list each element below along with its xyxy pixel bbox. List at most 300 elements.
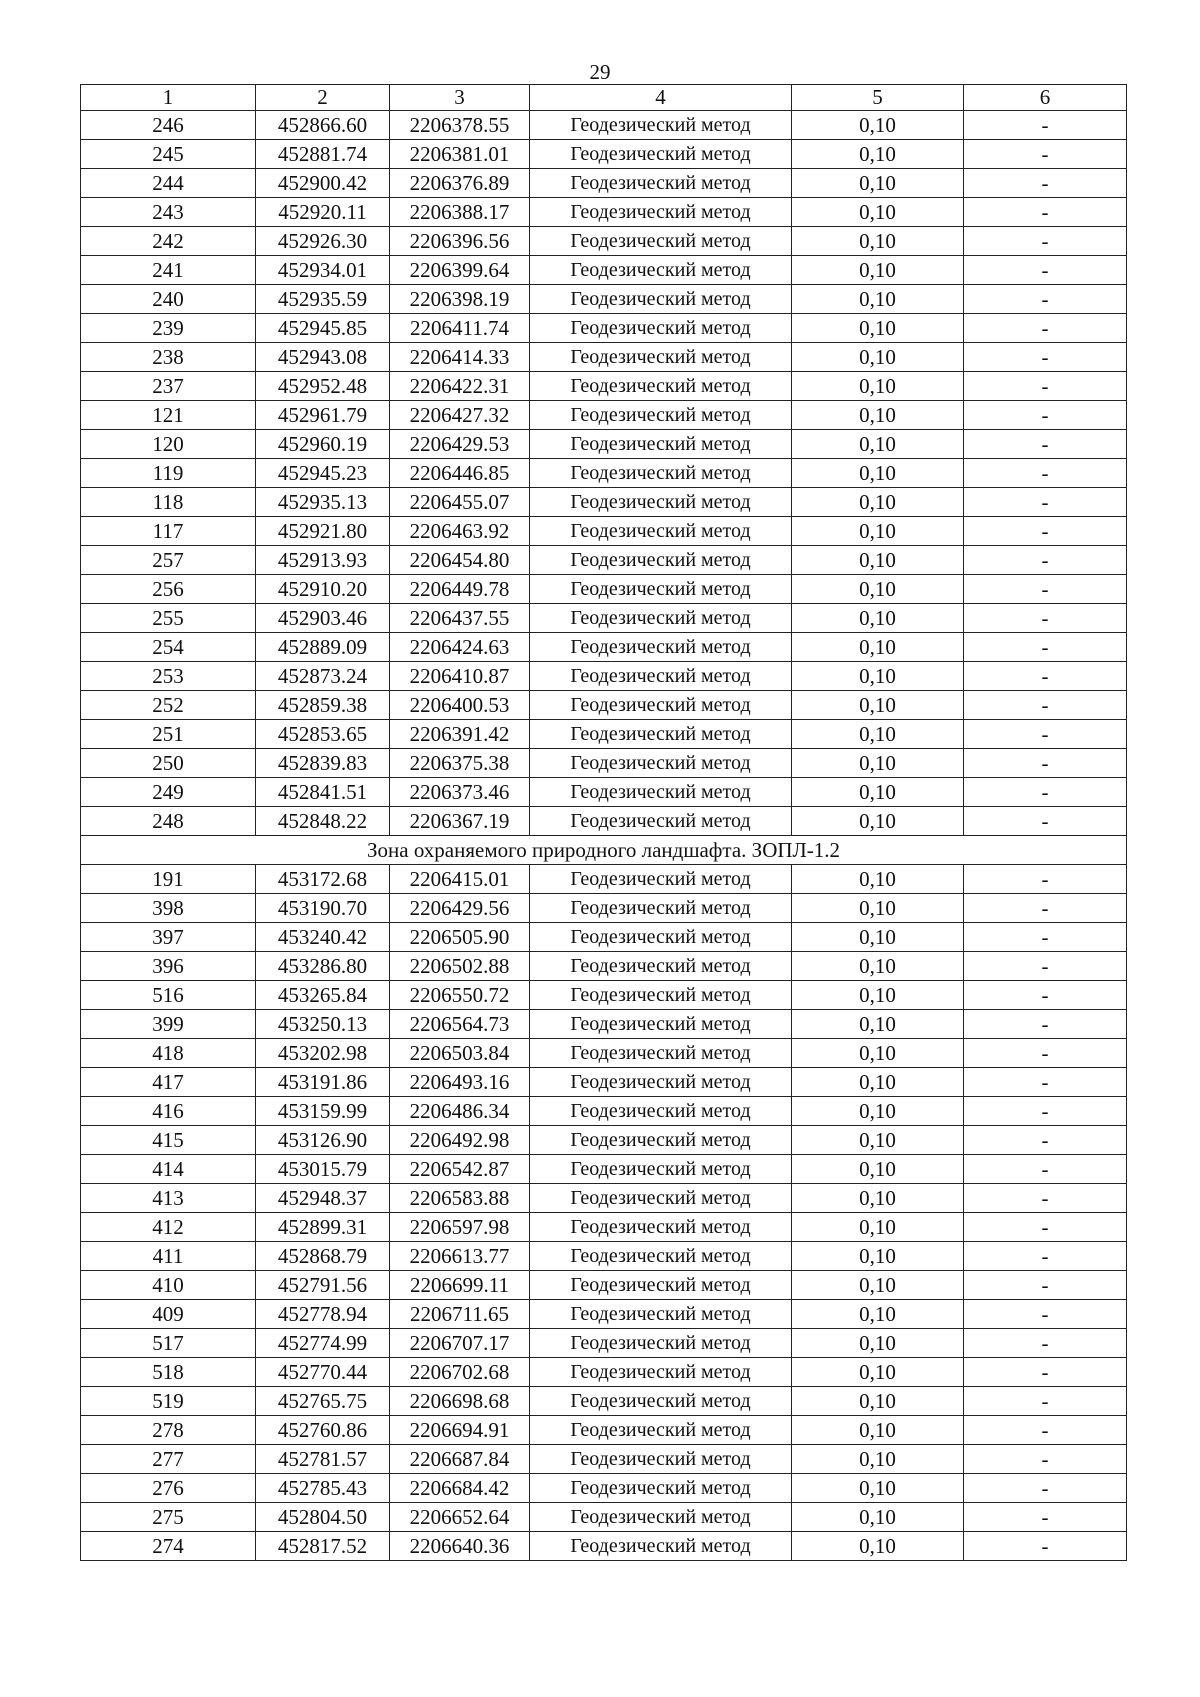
table-row: [81, 1068, 1127, 1097]
accuracy-cell: 0,10: [792, 720, 964, 749]
note-cell: -: [964, 459, 1127, 488]
note-cell: -: [964, 285, 1127, 314]
table-row: [81, 923, 1127, 952]
y-coordinate-cell: 2206398.19: [390, 285, 530, 314]
note-cell: -: [964, 111, 1127, 140]
accuracy-cell: 0,10: [792, 952, 964, 981]
table-row: [81, 1532, 1127, 1561]
point-number-cell: 398: [81, 894, 256, 923]
accuracy-cell: 0,10: [792, 1445, 964, 1474]
accuracy-cell: 0,10: [792, 1358, 964, 1387]
table-row: [81, 1010, 1127, 1039]
accuracy-cell: 0,10: [792, 1387, 964, 1416]
y-coordinate-cell: 2206463.92: [390, 517, 530, 546]
x-coordinate-cell: 453240.42: [256, 923, 390, 952]
note-cell: -: [964, 1184, 1127, 1213]
y-coordinate-cell: 2206381.01: [390, 140, 530, 169]
method-cell: Геодезический метод: [530, 981, 792, 1010]
note-cell: -: [964, 256, 1127, 285]
column-header: 5: [792, 85, 964, 111]
method-cell: Геодезический метод: [530, 256, 792, 285]
y-coordinate-cell: 2206550.72: [390, 981, 530, 1010]
y-coordinate-cell: 2206429.56: [390, 894, 530, 923]
point-number-cell: 413: [81, 1184, 256, 1213]
accuracy-cell: 0,10: [792, 1242, 964, 1271]
note-cell: -: [964, 343, 1127, 372]
point-number-cell: 256: [81, 575, 256, 604]
note-cell: -: [964, 227, 1127, 256]
point-number-cell: 243: [81, 198, 256, 227]
note-cell: -: [964, 894, 1127, 923]
y-coordinate-cell: 2206446.85: [390, 459, 530, 488]
x-coordinate-cell: 452943.08: [256, 343, 390, 372]
note-cell: -: [964, 1358, 1127, 1387]
table-row: [81, 662, 1127, 691]
point-number-cell: 519: [81, 1387, 256, 1416]
y-coordinate-cell: 2206684.42: [390, 1474, 530, 1503]
column-header: 1: [81, 85, 256, 111]
y-coordinate-cell: 2206399.64: [390, 256, 530, 285]
y-coordinate-cell: 2206640.36: [390, 1532, 530, 1561]
table-row: [81, 1416, 1127, 1445]
coordinates-table-wrapper: [80, 84, 1126, 1561]
method-cell: Геодезический метод: [530, 1271, 792, 1300]
method-cell: Геодезический метод: [530, 140, 792, 169]
method-cell: Геодезический метод: [530, 778, 792, 807]
note-cell: -: [964, 1329, 1127, 1358]
method-cell: Геодезический метод: [530, 575, 792, 604]
note-cell: -: [964, 1155, 1127, 1184]
table-row: [81, 227, 1127, 256]
point-number-cell: 277: [81, 1445, 256, 1474]
accuracy-cell: 0,10: [792, 807, 964, 836]
point-number-cell: 249: [81, 778, 256, 807]
x-coordinate-cell: 453172.68: [256, 865, 390, 894]
table-row: [81, 1097, 1127, 1126]
x-coordinate-cell: 453015.79: [256, 1155, 390, 1184]
y-coordinate-cell: 2206505.90: [390, 923, 530, 952]
note-cell: -: [964, 604, 1127, 633]
y-coordinate-cell: 2206583.88: [390, 1184, 530, 1213]
table-row: [81, 459, 1127, 488]
point-number-cell: 274: [81, 1532, 256, 1561]
method-cell: Геодезический метод: [530, 720, 792, 749]
accuracy-cell: 0,10: [792, 314, 964, 343]
y-coordinate-cell: 2206437.55: [390, 604, 530, 633]
y-coordinate-cell: 2206694.91: [390, 1416, 530, 1445]
method-cell: Геодезический метод: [530, 285, 792, 314]
x-coordinate-cell: 452785.43: [256, 1474, 390, 1503]
note-cell: -: [964, 1532, 1127, 1561]
point-number-cell: 518: [81, 1358, 256, 1387]
accuracy-cell: 0,10: [792, 430, 964, 459]
y-coordinate-cell: 2206411.74: [390, 314, 530, 343]
table-row: [81, 546, 1127, 575]
method-cell: Геодезический метод: [530, 169, 792, 198]
table-row: [81, 169, 1127, 198]
table-row: [81, 1271, 1127, 1300]
accuracy-cell: 0,10: [792, 691, 964, 720]
table-body: [81, 85, 1127, 1561]
accuracy-cell: 0,10: [792, 372, 964, 401]
column-header: 6: [964, 85, 1127, 111]
note-cell: -: [964, 749, 1127, 778]
method-cell: Геодезический метод: [530, 430, 792, 459]
method-cell: Геодезический метод: [530, 1155, 792, 1184]
note-cell: -: [964, 952, 1127, 981]
y-coordinate-cell: 2206424.63: [390, 633, 530, 662]
method-cell: Геодезический метод: [530, 314, 792, 343]
point-number-cell: 238: [81, 343, 256, 372]
accuracy-cell: 0,10: [792, 1126, 964, 1155]
x-coordinate-cell: 452961.79: [256, 401, 390, 430]
x-coordinate-cell: 452817.52: [256, 1532, 390, 1561]
accuracy-cell: 0,10: [792, 1097, 964, 1126]
x-coordinate-cell: 452848.22: [256, 807, 390, 836]
accuracy-cell: 0,10: [792, 198, 964, 227]
table-row: [81, 633, 1127, 662]
accuracy-cell: 0,10: [792, 256, 964, 285]
note-cell: -: [964, 1242, 1127, 1271]
table-row: [81, 604, 1127, 633]
x-coordinate-cell: 452889.09: [256, 633, 390, 662]
y-coordinate-cell: 2206410.87: [390, 662, 530, 691]
accuracy-cell: 0,10: [792, 488, 964, 517]
table-row: [81, 1329, 1127, 1358]
note-cell: -: [964, 1445, 1127, 1474]
point-number-cell: 396: [81, 952, 256, 981]
point-number-cell: 252: [81, 691, 256, 720]
x-coordinate-cell: 452781.57: [256, 1445, 390, 1474]
accuracy-cell: 0,10: [792, 662, 964, 691]
point-number-cell: 416: [81, 1097, 256, 1126]
note-cell: -: [964, 1271, 1127, 1300]
y-coordinate-cell: 2206427.32: [390, 401, 530, 430]
table-row: [81, 894, 1127, 923]
accuracy-cell: 0,10: [792, 778, 964, 807]
method-cell: Геодезический метод: [530, 401, 792, 430]
table-row: [81, 720, 1127, 749]
point-number-cell: 275: [81, 1503, 256, 1532]
table-row: [81, 198, 1127, 227]
point-number-cell: 254: [81, 633, 256, 662]
point-number-cell: 121: [81, 401, 256, 430]
point-number-cell: 253: [81, 662, 256, 691]
accuracy-cell: 0,10: [792, 517, 964, 546]
table-row: [81, 372, 1127, 401]
point-number-cell: 120: [81, 430, 256, 459]
point-number-cell: 117: [81, 517, 256, 546]
x-coordinate-cell: 452900.42: [256, 169, 390, 198]
table-row: [81, 256, 1127, 285]
point-number-cell: 257: [81, 546, 256, 575]
x-coordinate-cell: 452778.94: [256, 1300, 390, 1329]
method-cell: Геодезический метод: [530, 1126, 792, 1155]
table-row: [81, 1300, 1127, 1329]
accuracy-cell: 0,10: [792, 1503, 964, 1532]
y-coordinate-cell: 2206486.34: [390, 1097, 530, 1126]
table-row: [81, 981, 1127, 1010]
x-coordinate-cell: 452760.86: [256, 1416, 390, 1445]
x-coordinate-cell: 452839.83: [256, 749, 390, 778]
x-coordinate-cell: 453159.99: [256, 1097, 390, 1126]
point-number-cell: 516: [81, 981, 256, 1010]
note-cell: -: [964, 169, 1127, 198]
y-coordinate-cell: 2206652.64: [390, 1503, 530, 1532]
accuracy-cell: 0,10: [792, 749, 964, 778]
point-number-cell: 276: [81, 1474, 256, 1503]
x-coordinate-cell: 452841.51: [256, 778, 390, 807]
method-cell: Геодезический метод: [530, 952, 792, 981]
note-cell: -: [964, 517, 1127, 546]
x-coordinate-cell: 453265.84: [256, 981, 390, 1010]
y-coordinate-cell: 2206414.33: [390, 343, 530, 372]
method-cell: Геодезический метод: [530, 1010, 792, 1039]
table-row: [81, 343, 1127, 372]
x-coordinate-cell: 452921.80: [256, 517, 390, 546]
x-coordinate-cell: 452935.13: [256, 488, 390, 517]
column-header: 4: [530, 85, 792, 111]
method-cell: Геодезический метод: [530, 1068, 792, 1097]
method-cell: Геодезический метод: [530, 604, 792, 633]
note-cell: -: [964, 807, 1127, 836]
y-coordinate-cell: 2206449.78: [390, 575, 530, 604]
point-number-cell: 414: [81, 1155, 256, 1184]
point-number-cell: 251: [81, 720, 256, 749]
point-number-cell: 241: [81, 256, 256, 285]
method-cell: Геодезический метод: [530, 517, 792, 546]
accuracy-cell: 0,10: [792, 604, 964, 633]
method-cell: Геодезический метод: [530, 923, 792, 952]
note-cell: -: [964, 430, 1127, 459]
y-coordinate-cell: 2206422.31: [390, 372, 530, 401]
accuracy-cell: 0,10: [792, 1039, 964, 1068]
point-number-cell: 409: [81, 1300, 256, 1329]
accuracy-cell: 0,10: [792, 575, 964, 604]
y-coordinate-cell: 2206455.07: [390, 488, 530, 517]
method-cell: Геодезический метод: [530, 1358, 792, 1387]
accuracy-cell: 0,10: [792, 140, 964, 169]
method-cell: Геодезический метод: [530, 546, 792, 575]
method-cell: Геодезический метод: [530, 865, 792, 894]
table-row: [81, 1184, 1127, 1213]
point-number-cell: 411: [81, 1242, 256, 1271]
note-cell: -: [964, 981, 1127, 1010]
note-cell: -: [964, 488, 1127, 517]
x-coordinate-cell: 453190.70: [256, 894, 390, 923]
y-coordinate-cell: 2206375.38: [390, 749, 530, 778]
table-row: [81, 1242, 1127, 1271]
y-coordinate-cell: 2206613.77: [390, 1242, 530, 1271]
method-cell: Геодезический метод: [530, 1532, 792, 1561]
method-cell: Геодезический метод: [530, 807, 792, 836]
x-coordinate-cell: 453191.86: [256, 1068, 390, 1097]
y-coordinate-cell: 2206493.16: [390, 1068, 530, 1097]
point-number-cell: 417: [81, 1068, 256, 1097]
note-cell: -: [964, 314, 1127, 343]
x-coordinate-cell: 452960.19: [256, 430, 390, 459]
x-coordinate-cell: 452948.37: [256, 1184, 390, 1213]
method-cell: Геодезический метод: [530, 894, 792, 923]
point-number-cell: 250: [81, 749, 256, 778]
page-number: 29: [589, 60, 611, 84]
table-row: [81, 1445, 1127, 1474]
section-title: Зона охраняемого природного ландшафта. ЗОПЛ-1.2: [81, 836, 1127, 865]
x-coordinate-cell: 452926.30: [256, 227, 390, 256]
method-cell: Геодезический метод: [530, 1474, 792, 1503]
method-cell: Геодезический метод: [530, 488, 792, 517]
y-coordinate-cell: 2206429.53: [390, 430, 530, 459]
point-number-cell: 242: [81, 227, 256, 256]
x-coordinate-cell: 452945.23: [256, 459, 390, 488]
accuracy-cell: 0,10: [792, 1213, 964, 1242]
note-cell: -: [964, 1503, 1127, 1532]
column-header: 2: [256, 85, 390, 111]
table-row: [81, 140, 1127, 169]
method-cell: Геодезический метод: [530, 633, 792, 662]
note-cell: -: [964, 401, 1127, 430]
note-cell: -: [964, 1213, 1127, 1242]
table-row: [81, 1503, 1127, 1532]
y-coordinate-cell: 2206396.56: [390, 227, 530, 256]
method-cell: Геодезический метод: [530, 1416, 792, 1445]
point-number-cell: 118: [81, 488, 256, 517]
table-row: [81, 111, 1127, 140]
x-coordinate-cell: 452920.11: [256, 198, 390, 227]
y-coordinate-cell: 2206373.46: [390, 778, 530, 807]
x-coordinate-cell: 452913.93: [256, 546, 390, 575]
note-cell: -: [964, 1416, 1127, 1445]
accuracy-cell: 0,10: [792, 401, 964, 430]
point-number-cell: 399: [81, 1010, 256, 1039]
method-cell: Геодезический метод: [530, 1300, 792, 1329]
y-coordinate-cell: 2206454.80: [390, 546, 530, 575]
point-number-cell: 278: [81, 1416, 256, 1445]
y-coordinate-cell: 2206687.84: [390, 1445, 530, 1474]
table-row: [81, 1213, 1127, 1242]
method-cell: Геодезический метод: [530, 662, 792, 691]
x-coordinate-cell: 452899.31: [256, 1213, 390, 1242]
x-coordinate-cell: 453286.80: [256, 952, 390, 981]
method-cell: Геодезический метод: [530, 1387, 792, 1416]
y-coordinate-cell: 2206699.11: [390, 1271, 530, 1300]
point-number-cell: 415: [81, 1126, 256, 1155]
table-row: [81, 807, 1127, 836]
note-cell: -: [964, 140, 1127, 169]
y-coordinate-cell: 2206564.73: [390, 1010, 530, 1039]
table-row: [81, 285, 1127, 314]
note-cell: -: [964, 1387, 1127, 1416]
table-row: [81, 691, 1127, 720]
method-cell: Геодезический метод: [530, 459, 792, 488]
point-number-cell: 237: [81, 372, 256, 401]
method-cell: Геодезический метод: [530, 1039, 792, 1068]
accuracy-cell: 0,10: [792, 865, 964, 894]
point-number-cell: 191: [81, 865, 256, 894]
accuracy-cell: 0,10: [792, 633, 964, 662]
x-coordinate-cell: 452952.48: [256, 372, 390, 401]
x-coordinate-cell: 452859.38: [256, 691, 390, 720]
table-row: [81, 1039, 1127, 1068]
table-row: [81, 778, 1127, 807]
table-row: [81, 1358, 1127, 1387]
y-coordinate-cell: 2206388.17: [390, 198, 530, 227]
table-row: [81, 517, 1127, 546]
accuracy-cell: 0,10: [792, 981, 964, 1010]
point-number-cell: 410: [81, 1271, 256, 1300]
y-coordinate-cell: 2206711.65: [390, 1300, 530, 1329]
x-coordinate-cell: 452765.75: [256, 1387, 390, 1416]
note-cell: -: [964, 546, 1127, 575]
coordinates-table: [80, 84, 1127, 1561]
accuracy-cell: 0,10: [792, 1184, 964, 1213]
y-coordinate-cell: 2206391.42: [390, 720, 530, 749]
note-cell: -: [964, 691, 1127, 720]
y-coordinate-cell: 2206707.17: [390, 1329, 530, 1358]
accuracy-cell: 0,10: [792, 1010, 964, 1039]
table-row: [81, 1474, 1127, 1503]
table-row: [81, 1155, 1127, 1184]
point-number-cell: 239: [81, 314, 256, 343]
accuracy-cell: 0,10: [792, 459, 964, 488]
method-cell: Геодезический метод: [530, 749, 792, 778]
method-cell: Геодезический метод: [530, 1097, 792, 1126]
accuracy-cell: 0,10: [792, 1155, 964, 1184]
method-cell: Геодезический метод: [530, 198, 792, 227]
note-cell: -: [964, 1474, 1127, 1503]
note-cell: -: [964, 1126, 1127, 1155]
x-coordinate-cell: 453126.90: [256, 1126, 390, 1155]
table-row: [81, 1126, 1127, 1155]
accuracy-cell: 0,10: [792, 894, 964, 923]
point-number-cell: 517: [81, 1329, 256, 1358]
y-coordinate-cell: 2206400.53: [390, 691, 530, 720]
y-coordinate-cell: 2206503.84: [390, 1039, 530, 1068]
y-coordinate-cell: 2206597.98: [390, 1213, 530, 1242]
x-coordinate-cell: 452945.85: [256, 314, 390, 343]
x-coordinate-cell: 452935.59: [256, 285, 390, 314]
method-cell: Геодезический метод: [530, 1242, 792, 1271]
table-row: [81, 952, 1127, 981]
table-row: [81, 749, 1127, 778]
point-number-cell: 418: [81, 1039, 256, 1068]
section-title-row: [81, 836, 1127, 865]
accuracy-cell: 0,10: [792, 111, 964, 140]
x-coordinate-cell: 452853.65: [256, 720, 390, 749]
method-cell: Геодезический метод: [530, 691, 792, 720]
method-cell: Геодезический метод: [530, 111, 792, 140]
note-cell: -: [964, 633, 1127, 662]
x-coordinate-cell: 452868.79: [256, 1242, 390, 1271]
note-cell: -: [964, 923, 1127, 952]
y-coordinate-cell: 2206376.89: [390, 169, 530, 198]
x-coordinate-cell: 452873.24: [256, 662, 390, 691]
note-cell: -: [964, 1010, 1127, 1039]
accuracy-cell: 0,10: [792, 1068, 964, 1097]
point-number-cell: 412: [81, 1213, 256, 1242]
note-cell: -: [964, 372, 1127, 401]
note-cell: -: [964, 865, 1127, 894]
y-coordinate-cell: 2206367.19: [390, 807, 530, 836]
method-cell: Геодезический метод: [530, 372, 792, 401]
x-coordinate-cell: 453202.98: [256, 1039, 390, 1068]
y-coordinate-cell: 2206702.68: [390, 1358, 530, 1387]
note-cell: -: [964, 198, 1127, 227]
point-number-cell: 240: [81, 285, 256, 314]
table-row: [81, 1387, 1127, 1416]
note-cell: -: [964, 778, 1127, 807]
accuracy-cell: 0,10: [792, 1271, 964, 1300]
